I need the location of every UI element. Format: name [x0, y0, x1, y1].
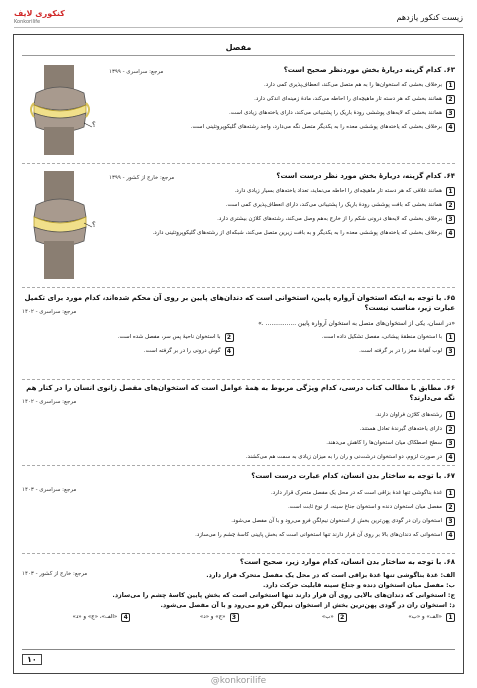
option-text: «ب» [321, 614, 334, 620]
option-text: «الف»، «ج» و «د» [72, 614, 118, 620]
question-reference: مرجع: خارج از کشور - ۱۳۹۹ [109, 175, 175, 181]
answer-option[interactable] [239, 613, 347, 622]
option-number-4: 4 [446, 123, 455, 132]
question-reference: مرجع: خارج از کشور - ۱۴۰۳ [22, 571, 88, 577]
answer-option[interactable] [244, 333, 456, 342]
option-number-2: 2 [446, 503, 455, 512]
question-text: ۶۸. با توجه به ساختار بدن انسان، کدام موارد زیر، صحیح است؟ [239, 558, 455, 566]
question-reference: مرجع: سراسری - ۱۳۹۹ [109, 69, 164, 75]
content-frame [13, 34, 464, 674]
option-number-4: 4 [446, 229, 455, 238]
option-text: غدهٔ بناگوشی تنها غدهٔ بزاقی است که در محل یک مفصل متحرک قرار دارد. [270, 490, 442, 496]
question-65 [22, 293, 455, 361]
question-text: ۶۴. کدام گزینه، دربارۀ بخش مورد نظر درست است؟ [276, 172, 455, 180]
statement: الف: غدهٔ بناگوشی تنها غدهٔ بزاقی است که در محل یک مفصل متحرک قرار دارد. [206, 572, 455, 579]
option-number-4: 4 [446, 453, 455, 462]
option-number-1: 1 [446, 187, 455, 196]
question-64 [22, 171, 455, 243]
answer-option[interactable] [110, 109, 455, 118]
answer-option[interactable] [130, 613, 238, 622]
answer-option[interactable] [110, 201, 455, 210]
option-number-3: 3 [446, 347, 455, 356]
answer-option[interactable] [110, 215, 455, 224]
question-divider [22, 379, 455, 380]
option-text: همانند بخشی که بافت پوششی رودۀ باریک را پشتیبانی می‌کند، دارای انعطاف‌پذیری کمی است. [225, 202, 442, 208]
statement: ج: استخوانی که دندان‌های بالایی روی آن قرار دارند تنها استخوانی است که بخش پایین کاسهٔ چشم را می‌سازد. [112, 592, 455, 599]
option-text: با استخوان منطقهٔ پیشانی، مفصل تشکیل داده است. [321, 334, 442, 340]
question-divider [22, 287, 455, 288]
question-67 [22, 471, 455, 545]
image-pointer-label: ؟ [92, 121, 96, 129]
option-text: دارای یاخته‌های گیرندهٔ تعادل هستند. [359, 426, 442, 432]
question-text: ۶۳. کدام گزینه دربارۀ بخش موردنظر صحیح است؟ [283, 66, 455, 74]
option-text: مفصل میان استخوان دنده و استخوان جناغ سینه، از نوع ثابت است. [287, 504, 442, 510]
option-text: گوش درونی را در بر گرفته است. [143, 348, 221, 354]
option-text: برخلاف بخشی که یاخته‌های پوششی معده را به یکدیگر متصل نگه می‌دارد، واجد رشته‌های گلیکوپروتئینی است. [190, 124, 442, 130]
answer-option[interactable] [110, 531, 455, 540]
answer-option[interactable] [110, 517, 455, 526]
question-reference: مرجع: سراسری - ۱۴۰۲ [22, 399, 77, 405]
option-number-2: 2 [338, 613, 347, 622]
watermark: @konkorilife [210, 676, 267, 686]
answer-option[interactable] [22, 347, 234, 356]
answer-option[interactable] [110, 453, 455, 462]
question-divider [22, 163, 455, 164]
option-number-1: 1 [446, 411, 455, 420]
question-63 [22, 65, 455, 137]
question-reference: مرجع: سراسری - ۱۴۰۲ [22, 309, 77, 315]
answer-option[interactable] [110, 187, 455, 196]
answer-option[interactable] [22, 613, 130, 622]
option-number-3: 3 [446, 517, 455, 526]
option-number-4: 4 [121, 613, 130, 622]
option-text: با استخوان ناحیهٔ پس سر، مفصل شده است. [117, 334, 221, 340]
answer-option[interactable] [244, 347, 456, 356]
option-number-1: 1 [446, 489, 455, 498]
option-text: همانند بخشی که لایه‌های پوششی رودۀ باریک را پشتیبانی می‌کند، دارای یاخته‌های زیادی است. [229, 110, 442, 116]
answer-option[interactable] [110, 489, 455, 498]
question-66 [22, 383, 455, 467]
statement: د: استخوان ران در گودی پهن‌ترین بخش از استخوان نیم‌لگن فرو می‌رود و با آن مفصل می‌شود. [160, 602, 455, 609]
answer-option[interactable] [110, 503, 455, 512]
question-reference: مرجع: سراسری - ۱۴۰۳ [22, 487, 77, 493]
option-number-3: 3 [446, 439, 455, 448]
answer-option[interactable] [110, 95, 455, 104]
question-68 [22, 557, 455, 627]
answer-option[interactable] [110, 81, 455, 90]
option-number-1: 1 [446, 81, 455, 90]
image-pointer-label: ؟ [92, 221, 96, 229]
option-text: در صورت لزوم، دو استخوان درشت‌نی و ران را به میزان زیادی به سمت هم می‌کشند. [245, 454, 442, 460]
option-text: لوب آهیانهٔ مغز را در بر گرفته است. [359, 348, 442, 354]
option-text: همانند غلافی که هر دسته تار ماهیچه‌ای را احاطه می‌نماید، تعداد یاخته‌های بسیار زیادی دارد. [234, 188, 442, 194]
option-number-3: 3 [446, 109, 455, 118]
option-number-2: 2 [446, 425, 455, 434]
option-number-4: 4 [225, 347, 234, 356]
logo-brand: کنکوری لایف [14, 8, 65, 18]
option-number-2: 2 [446, 201, 455, 210]
section-divider [22, 55, 455, 56]
option-text: برخلاف بخشی که استخوان‌ها را به هم متصل می‌کند، انعطاف‌پذیری کمی دارد. [264, 82, 442, 88]
answer-option[interactable] [110, 425, 455, 434]
option-text: «ج» و «د» [199, 614, 226, 620]
footer-divider [22, 649, 455, 650]
page-number: ۱۰ [22, 654, 42, 665]
option-number-2: 2 [225, 333, 234, 342]
statement: ب: مفصل میان استخوان دنده و جناغ سینه قابلیت حرکت دارد. [262, 582, 455, 589]
question-text: ۶۵. با توجه به اینکه استخوان آرواره پایین، استخوانی است که دندان‌های پایین بر روی آن محکم شده‌اند، کدام مورد برای تکمیل عبارت زیر، مناسب نیست؟ [24, 294, 455, 312]
option-number-3: 3 [230, 613, 239, 622]
answer-option[interactable] [110, 439, 455, 448]
option-text: «الف» و «ب» [408, 614, 442, 620]
option-text: سطح اصطکاک میان استخوان‌ها را کاهش می‌دهند. [326, 440, 442, 446]
brand-logo [14, 10, 65, 26]
option-number-2: 2 [446, 95, 455, 104]
option-number-3: 3 [446, 215, 455, 224]
option-number-4: 4 [446, 531, 455, 540]
logo-sub: Konkorilife [14, 18, 41, 25]
answer-option[interactable] [347, 613, 455, 622]
answer-option[interactable] [22, 333, 234, 342]
option-number-1: 1 [446, 333, 455, 342]
option-number-1: 1 [446, 613, 455, 622]
question-text: ۶۷. با توجه به ساختار بدن انسان، کدام عبارت درست است؟ [251, 472, 455, 480]
section-title: مفصل [225, 43, 252, 52]
answer-option[interactable] [110, 411, 455, 420]
question-divider [22, 465, 455, 466]
option-text: استخوانی که دندان‌های بالا بر روی آن قرار دارند تنها استخوانی است که بخش پایینی کاسهٔ چشم را می‌سازد. [195, 532, 442, 538]
question-stem: «در انسان، یکی از استخوان‌های متصل به استخوان آرواره پایین ................ .» [258, 320, 455, 327]
answer-option[interactable] [110, 229, 455, 238]
option-text: استخوان ران در گودی پهن‌ترین بخش از استخوان نیم‌لگن فرو می‌رود و با آن مفصل می‌شود. [231, 518, 442, 524]
option-text: رشته‌های کلاژن فراوان دارند. [375, 412, 442, 418]
book-title: زیست کنکور یازدهم [396, 13, 463, 22]
question-divider [22, 553, 455, 554]
answer-option[interactable] [110, 123, 455, 132]
option-text: همانند بخشی که هر دسته تار ماهیچه‌ای را احاطه می‌کند، مادۀ زمینه‌ای اندکی دارد. [254, 96, 442, 102]
question-text: ۶۶. مطابق با مطالب کتاب درسی، کدام ویژگی مربوط به همهٔ عوامل است که استخوان‌های مفصل زانوی انسان را در کنار هم نگه می‌دارند؟ [26, 384, 455, 402]
page-header [14, 8, 463, 28]
option-text: برخلاف بخشی که لایه‌های درونی شکم را از خارج به‌هم وصل می‌کند، رشته‌های کلاژن بیشتری دارد. [217, 216, 442, 222]
option-text: برخلاف بخشی که یاخته‌های پوششی معده را به یکدیگر و به بافت زیرین متصل می‌کند، شبکه‌ای از رشته‌های گلیکوپروتئینی دارد. [152, 230, 442, 236]
